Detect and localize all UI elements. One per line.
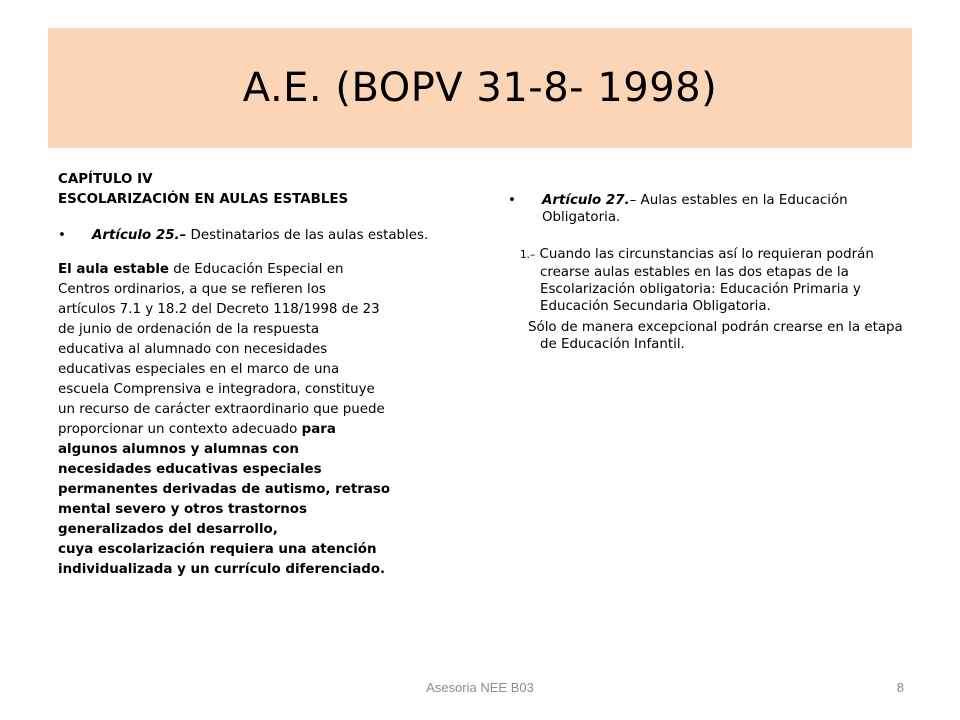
chapter-label: CAPÍTULO IV xyxy=(58,172,153,187)
body-line xyxy=(58,280,478,300)
article-27-text: – Aulas estables en la Educación Obligatoria. xyxy=(542,193,848,225)
article-25-bullet xyxy=(58,226,478,246)
body-line-bold: cuya escolarización requiera una atención xyxy=(58,542,377,557)
body-line-bold: El aula estable xyxy=(58,262,170,277)
body-line-bold: individualizada y un currículo diferenciado. xyxy=(58,562,386,577)
bullet-icon: • xyxy=(508,193,516,208)
bullet-icon: • xyxy=(58,228,66,243)
chapter-title: ESCOLARIZACIÓN EN AULAS ESTABLES xyxy=(58,192,349,207)
body-line xyxy=(58,420,478,440)
body-line xyxy=(58,460,478,480)
article-27-label: Artículo 27. xyxy=(542,193,630,208)
body-line-text: de Educación Especial en xyxy=(169,262,344,277)
body-line-text: de junio de ordenación de la respuesta xyxy=(58,322,320,337)
body-line-text: escuela Comprensiva e integradora, constituye xyxy=(58,382,375,397)
article-25-text: Destinatarios de las aulas estables. xyxy=(186,228,429,243)
body-line xyxy=(58,320,478,340)
article-25-body xyxy=(58,260,478,580)
point-number: 1.– xyxy=(520,249,536,261)
article-27-point-1 xyxy=(508,246,912,315)
body-line-bold: permanentes derivadas de autismo, retraso xyxy=(58,482,391,497)
body-line xyxy=(58,560,478,580)
point-text: Cuando las circunstancias así lo requieran podrán crearse aulas estables en las dos etapas de la Escolarización obligatoria: Educación Primaria y Educación Secundaria Obligatoria. xyxy=(535,247,874,314)
body-line-bold: mental severo y otros trastornos xyxy=(58,502,307,517)
article-25-label: Artículo 25.– xyxy=(92,228,187,243)
slide-title: A.E. (BOPV 31-8- 1998) xyxy=(242,65,718,111)
body-line-bold: generalizados del desarrollo, xyxy=(58,522,278,537)
footer-label: Asesoria NEE B03 xyxy=(426,680,534,695)
body-line xyxy=(58,400,478,420)
body-line xyxy=(58,360,478,380)
body-line xyxy=(58,380,478,400)
body-line xyxy=(58,440,478,460)
body-line xyxy=(58,500,478,520)
body-line-text: proporcionar un contexto adecuado xyxy=(58,422,302,437)
body-line-bold: necesidades educativas especiales xyxy=(58,462,322,477)
exception-text: Sólo de manera excepcional podrán crearse en la etapa de Educación Infantil. xyxy=(528,320,903,352)
body-line xyxy=(58,260,478,280)
body-line xyxy=(58,480,478,500)
body-line xyxy=(58,340,478,360)
body-line-bold: para xyxy=(301,422,336,437)
body-line-text: Centros ordinarios, a que se refieren los xyxy=(58,282,326,297)
body-line xyxy=(58,300,478,320)
body-line xyxy=(58,540,478,560)
page-number: 8 xyxy=(896,680,904,695)
left-column xyxy=(58,170,478,580)
body-line-text: artículos 7.1 y 18.2 del Decreto 118/1998 de 23 xyxy=(58,302,380,317)
body-line-bold: algunos alumnos y alumnas con xyxy=(58,442,299,457)
body-line-text: educativa al alumnado con necesidades xyxy=(58,342,328,357)
body-line-text: un recurso de carácter extraordinario que puede xyxy=(58,402,385,417)
title-band xyxy=(48,28,912,148)
article-27-bullet xyxy=(508,192,912,226)
article-27-exception xyxy=(508,319,912,353)
body-line-text: educativas especiales en el marco de una xyxy=(58,362,340,377)
body-line xyxy=(58,520,478,540)
right-column xyxy=(508,192,912,353)
